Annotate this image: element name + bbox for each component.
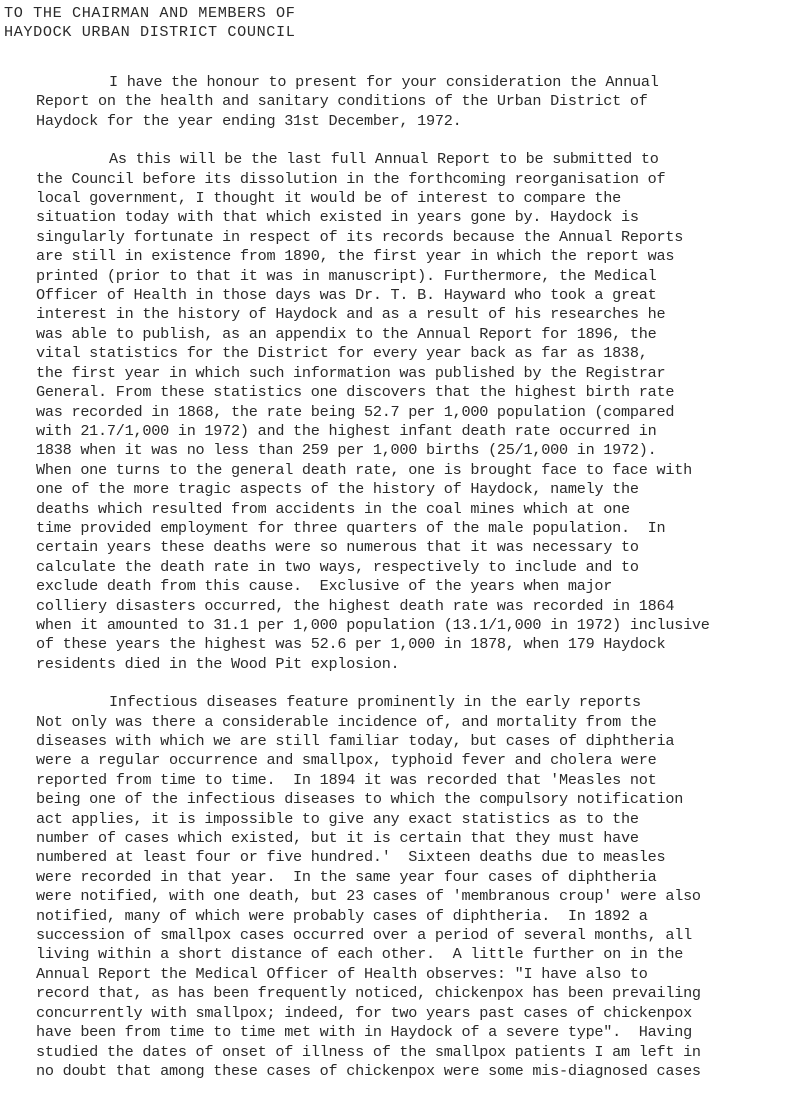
text-line: were recorded in that year. In the same year four cases of diphtheria — [36, 867, 657, 886]
text-line: residents died in the Wood Pit explosion. — [36, 654, 400, 673]
text-line: situation today with that which existed in years gone by. Haydock is — [36, 208, 639, 227]
text-line: studied the dates of onset of illness of the smallpox patients I am left in — [36, 1042, 701, 1061]
text-line: As this will be the last full Annual Report to be submitted to — [109, 150, 659, 169]
text-line: 1838 when it was no less than 259 per 1,000 births (25/1,000 in 1972). — [36, 441, 657, 460]
text-line: succession of smallpox cases occurred over a period of several months, all — [36, 926, 692, 945]
text-line: have been from time to time met with in Haydock of a severe type". Having — [36, 1023, 692, 1042]
text-line: with 21.7/1,000 in 1972) and the highest infant death rate occurred in — [36, 421, 657, 440]
text-line: local government, I thought it would be of interest to compare the — [36, 189, 622, 208]
text-line: Infectious diseases feature prominently in the early reports — [109, 693, 641, 712]
text-line: being one of the infectious diseases to which the compulsory notification — [36, 790, 684, 809]
address-heading — [4, 4, 295, 43]
text-line: certain years these deaths were so numerous that it was necessary to — [36, 538, 639, 557]
heading-line-1: TO THE CHAIRMAN AND MEMBERS OF — [4, 4, 296, 22]
paragraph — [36, 73, 788, 131]
report-body — [36, 73, 788, 1100]
text-line: number of cases which existed, but it is certain that they must have — [36, 829, 639, 848]
text-line: deaths which resulted from accidents in the coal mines which at one — [36, 499, 630, 518]
paragraph — [36, 693, 788, 1081]
text-line: interest in the history of Haydock and as a result of his researches he — [36, 305, 666, 324]
text-line: vital statistics for the District for every year back as far as 1838, — [36, 344, 648, 363]
text-line: act applies, it is impossible to give any exact statistics as to the — [36, 809, 639, 828]
text-line: reported from time to time. In 1894 it was recorded that 'Measles not — [36, 770, 657, 789]
text-line: printed (prior to that it was in manuscript). Furthermore, the Medical — [36, 266, 657, 285]
text-line: living within a short distance of each other. A little further on in the — [36, 945, 684, 964]
text-line: the Council before its dissolution in the forthcoming reorganisation of — [36, 169, 666, 188]
text-line: I have the honour to present for your consideration the Annual — [109, 73, 659, 91]
text-line: diseases with which we are still familiar today, but cases of diphtheria — [36, 732, 675, 750]
text-line: no doubt that among these cases of chickenpox were some mis-diagnosed cases — [36, 1061, 701, 1080]
heading-line-2: HAYDOCK URBAN DISTRICT COUNCIL — [4, 23, 296, 42]
text-line: notified, many of which were probably cases of diphtheria. In 1892 a — [36, 906, 648, 925]
text-line: was able to publish, as an appendix to the Annual Report for 1896, the — [36, 324, 657, 343]
text-line: were a regular occurrence and smallpox, typhoid fever and cholera were — [36, 751, 657, 770]
text-line: Annual Report the Medical Officer of Health observes: "I have also to — [36, 964, 648, 983]
text-line: Report on the health and sanitary conditions of the Urban District of — [36, 92, 648, 111]
text-line: colliery disasters occurred, the highest death rate was recorded in 1864 — [36, 596, 675, 615]
text-line: time provided employment for three quarters of the male population. In — [36, 518, 666, 537]
text-line: When one turns to the general death rate, one is brought face to face with — [36, 460, 692, 479]
text-line: numbered at least four or five hundred.' Sixteen deaths due to measles — [36, 848, 666, 867]
text-line: Haydock for the year ending 31st December, 1972. — [36, 111, 462, 130]
text-line: one of the more tragic aspects of the history of Haydock, namely the — [36, 480, 639, 499]
text-line: of these years the highest was 52.6 per 1,000 in 1878, when 179 Haydock — [36, 635, 666, 654]
text-line: record that, as has been frequently noticed, chickenpox has been prevailing — [36, 984, 701, 1003]
text-line: were notified, with one death, but 23 cases of 'membranous croup' were also — [36, 887, 701, 906]
text-line: was recorded in 1868, the rate being 52.7 per 1,000 population (compared — [36, 402, 675, 421]
text-line: exclude death from this cause. Exclusive of the years when major — [36, 577, 613, 596]
text-line: concurrently with smallpox; indeed, for two years past cases of chickenpox — [36, 1003, 692, 1022]
paragraph — [36, 150, 788, 674]
text-line: calculate the death rate in two ways, respectively to include and to — [36, 557, 639, 576]
text-line: General. From these statistics one discovers that the highest birth rate — [36, 383, 675, 402]
text-line: singularly fortunate in respect of its records because the Annual Reports — [36, 227, 684, 246]
text-line: when it amounted to 31.1 per 1,000 population (13.1/1,000 in 1972) inclusive — [36, 615, 710, 634]
text-line: Officer of Health in those days was Dr. T. B. Hayward who took a great — [36, 286, 657, 305]
text-line: the first year in which such information was published by the Registrar — [36, 363, 666, 382]
text-line: Not only was there a considerable incidence of, and mortality from the — [36, 712, 657, 731]
text-line: are still in existence from 1890, the first year in which the report was — [36, 247, 675, 266]
